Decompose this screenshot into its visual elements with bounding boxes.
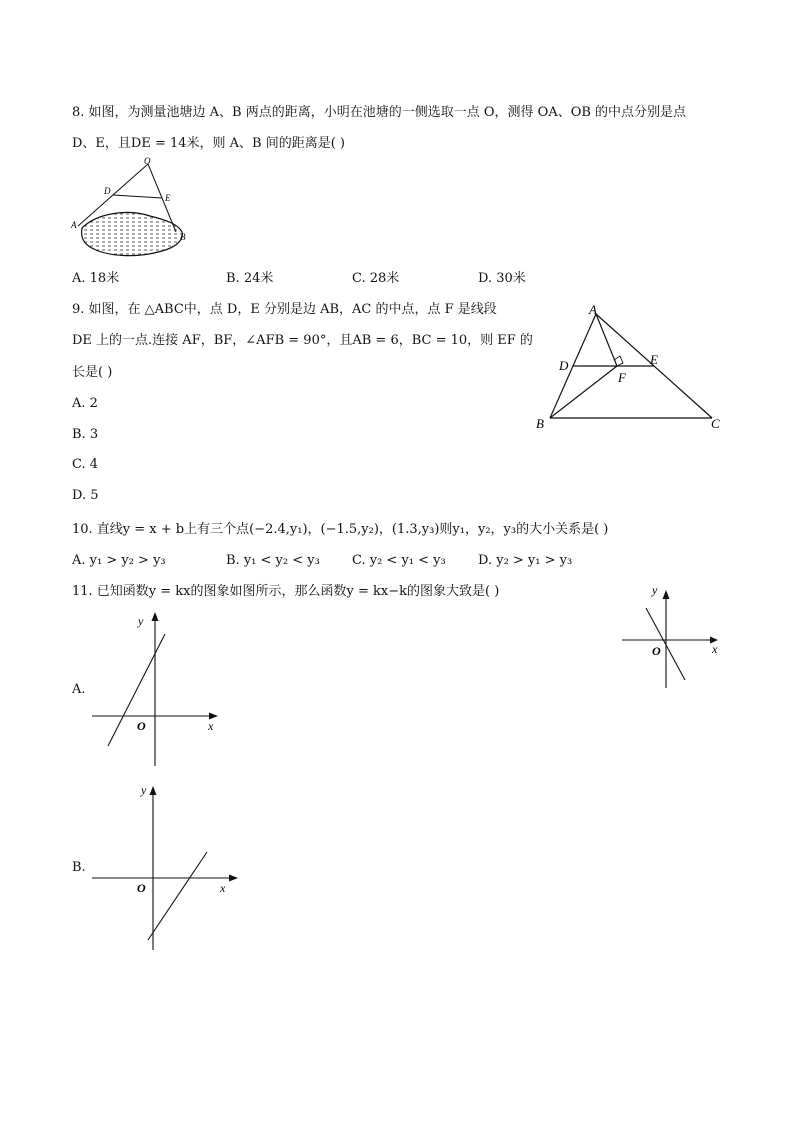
q11-given-label-y: y (652, 583, 658, 597)
q11-a-label-o: O (137, 719, 146, 733)
q8-text-line2: D、E，且DE = 14米，则 A、B 间的距离是( ) (72, 136, 346, 151)
q10-option-c[interactable]: C. y₂ < y₁ < y₃ (352, 553, 446, 568)
q9-option-d[interactable]: D. 5 (72, 488, 99, 503)
q11-option-a-label[interactable]: A. (72, 682, 86, 697)
q8-option-d[interactable]: D. 30米 (478, 271, 526, 286)
q8-text-line1: 8. 如图，为测量池塘边 A、B 两点的距离，小明在池塘的一侧选取一点 O，测得 OA、OB 的中点分别是点 (72, 105, 687, 120)
q11-given-graph (616, 578, 726, 690)
q9-option-a[interactable]: A. 2 (72, 396, 98, 411)
q11-b-label-o: O (137, 881, 146, 895)
q9-text-line2: DE 上的一点.连接 AF，BF，∠AFB = 90°，且AB = 6，BC = 10，则 EF 的 (72, 333, 533, 348)
q11-given-label-o: O (652, 644, 661, 658)
q11-text: 11. 已知函数y = kx的图象如图所示，那么函数y = kx−k的图象大致是( ) (72, 584, 500, 599)
q10-text: 10. 直线y = x + b上有三个点(−2.4,y₁)，(−1.5,y₂)，(1.3,y₃)则y₁，y₂，y₃的大小关系是( ) (72, 522, 609, 537)
q11-a-label-x: x (208, 719, 214, 733)
q10-option-a[interactable]: A. y₁ > y₂ > y₃ (72, 553, 166, 568)
q9-label-b: B (536, 416, 544, 431)
q11-option-a-graph[interactable] (86, 608, 226, 768)
q10-option-d[interactable]: D. y₂ > y₁ > y₃ (478, 553, 573, 568)
q9-label-a: A (589, 302, 597, 317)
q11-option-b-graph[interactable] (86, 780, 246, 952)
q11-a-label-y: y (138, 614, 144, 628)
q8-option-b[interactable]: B. 24米 (226, 271, 274, 286)
q8-label-b: B (180, 232, 186, 242)
q9-option-c[interactable]: C. 4 (72, 457, 99, 472)
q8-label-o: O (144, 156, 151, 166)
q8-option-c[interactable]: C. 28米 (352, 271, 400, 286)
q11-b-label-y: y (141, 783, 147, 797)
q9-label-e: E (650, 352, 658, 367)
q9-label-f: F (618, 370, 626, 385)
q9-label-d: D (559, 358, 569, 373)
q9-label-c: C (711, 416, 720, 431)
q11-given-label-x: x (712, 642, 718, 656)
q9-text-line3: 长是( ) (72, 365, 113, 380)
q8-pond-figure (66, 156, 196, 260)
q8-label-a: A (71, 220, 77, 230)
q8-option-a[interactable]: A. 18米 (72, 271, 120, 286)
q8-label-e: E (165, 193, 171, 203)
q8-label-d: D (104, 186, 111, 196)
q9-text-line1: 9. 如图，在 △ABC中，点 D，E 分别是边 AB，AC 的中点，点 F 是线段 (72, 302, 497, 317)
q11-b-label-x: x (220, 881, 226, 895)
q11-option-b-label[interactable]: B. (72, 860, 86, 875)
q9-option-b[interactable]: B. 3 (72, 427, 99, 442)
q10-option-b[interactable]: B. y₁ < y₂ < y₃ (226, 553, 320, 568)
q9-triangle-figure (530, 300, 730, 436)
